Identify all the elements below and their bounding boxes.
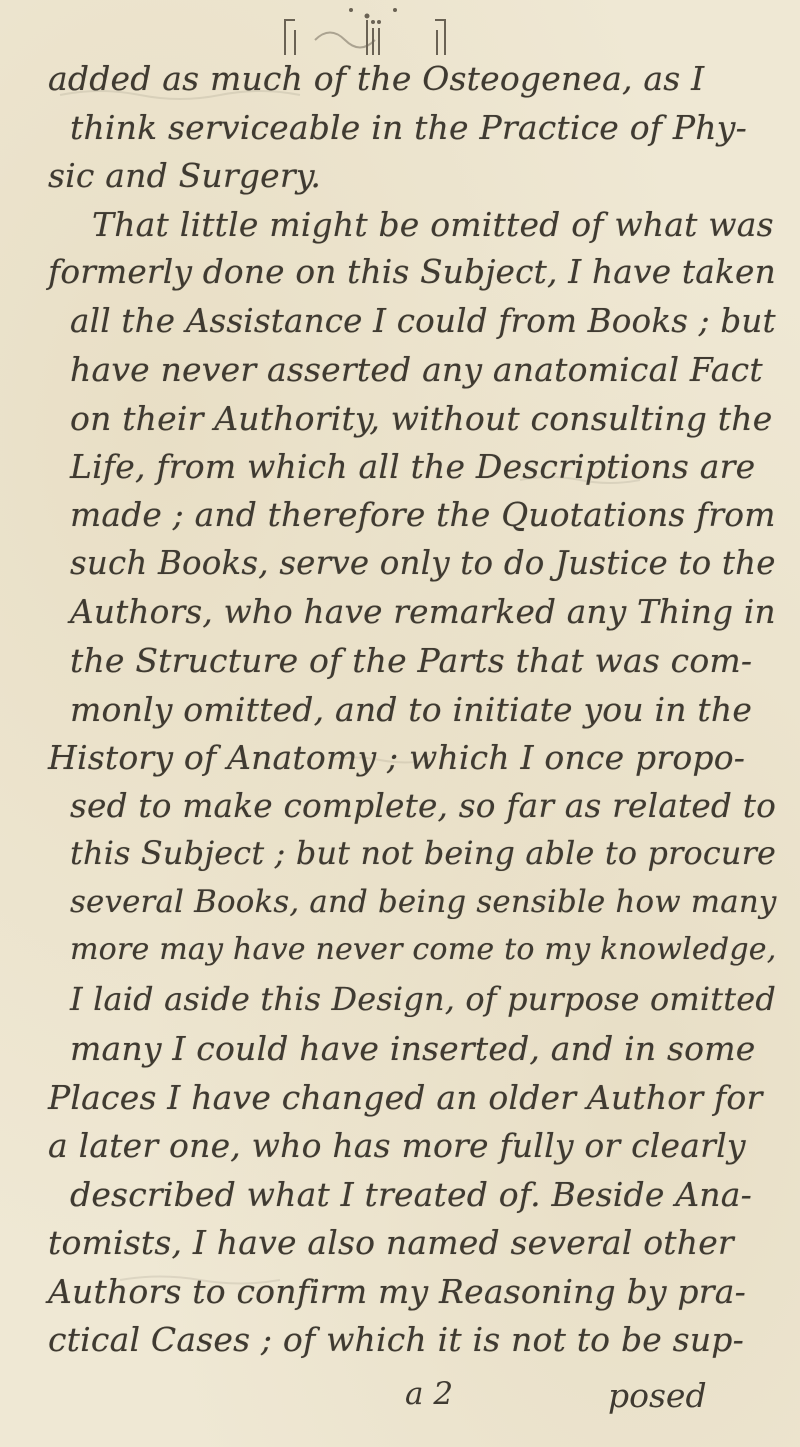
text-line: described what I treated of. Beside Ana- — [70, 1174, 752, 1214]
text-line: think serviceable in the Practice of Phy- — [70, 107, 747, 147]
text-line: a later one, who has more fully or clearly — [48, 1126, 746, 1165]
text-line: have never asserted any anatomical Fact — [70, 350, 763, 389]
text-line: several Books, and being sensible how many — [70, 883, 777, 920]
text-line: monly omitted, and to initiate you in the — [70, 689, 753, 729]
text-line: all the Assistance I could from Books ; but — [70, 301, 776, 340]
text-line: added as much of the Osteogenea, as I — [48, 59, 705, 98]
text-line: more may have never come to my knowledge, — [70, 932, 777, 967]
text-line: ctical Cases ; of which it is not to be sup- — [48, 1320, 744, 1359]
text-line: formerly done on this Subject, I have taken — [48, 253, 776, 291]
signature-mark: a 2 — [405, 1375, 454, 1412]
text-line: such Books, serve only to do Justice to the — [70, 544, 776, 582]
text-line: made ; and therefore the Quotations from — [70, 494, 776, 534]
text-line: Places I have changed an older Author for — [48, 1077, 763, 1117]
page-footer — [0, 1376, 800, 1420]
text-line: Authors to confirm my Reasoning by pra- — [48, 1271, 746, 1311]
text-line: sic and Surgery. — [48, 156, 322, 195]
text-line: tomists, I have also named several other — [48, 1223, 734, 1262]
text-line: That little might be omitted of what was — [92, 204, 774, 244]
text-line: History of Anatomy ; which I once propo- — [48, 738, 746, 777]
text-line: Authors, who have remarked any Thing in — [70, 592, 776, 631]
headpiece-ornament — [255, 0, 555, 68]
text-line: I laid aside this Design, of purpose omitted — [70, 979, 777, 1018]
text-line: many I could have inserted, and in some — [70, 1029, 756, 1068]
catchword: posed — [608, 1375, 707, 1415]
text-line: Life, from which all the Descriptions are — [70, 447, 756, 486]
text-line: sed to make complete, so far as related to — [70, 786, 776, 825]
text-line: on their Authority, without consulting the — [70, 398, 773, 438]
text-line: this Subject ; but not being able to procure — [70, 834, 777, 872]
text-line: the Structure of the Parts that was com- — [70, 641, 753, 680]
